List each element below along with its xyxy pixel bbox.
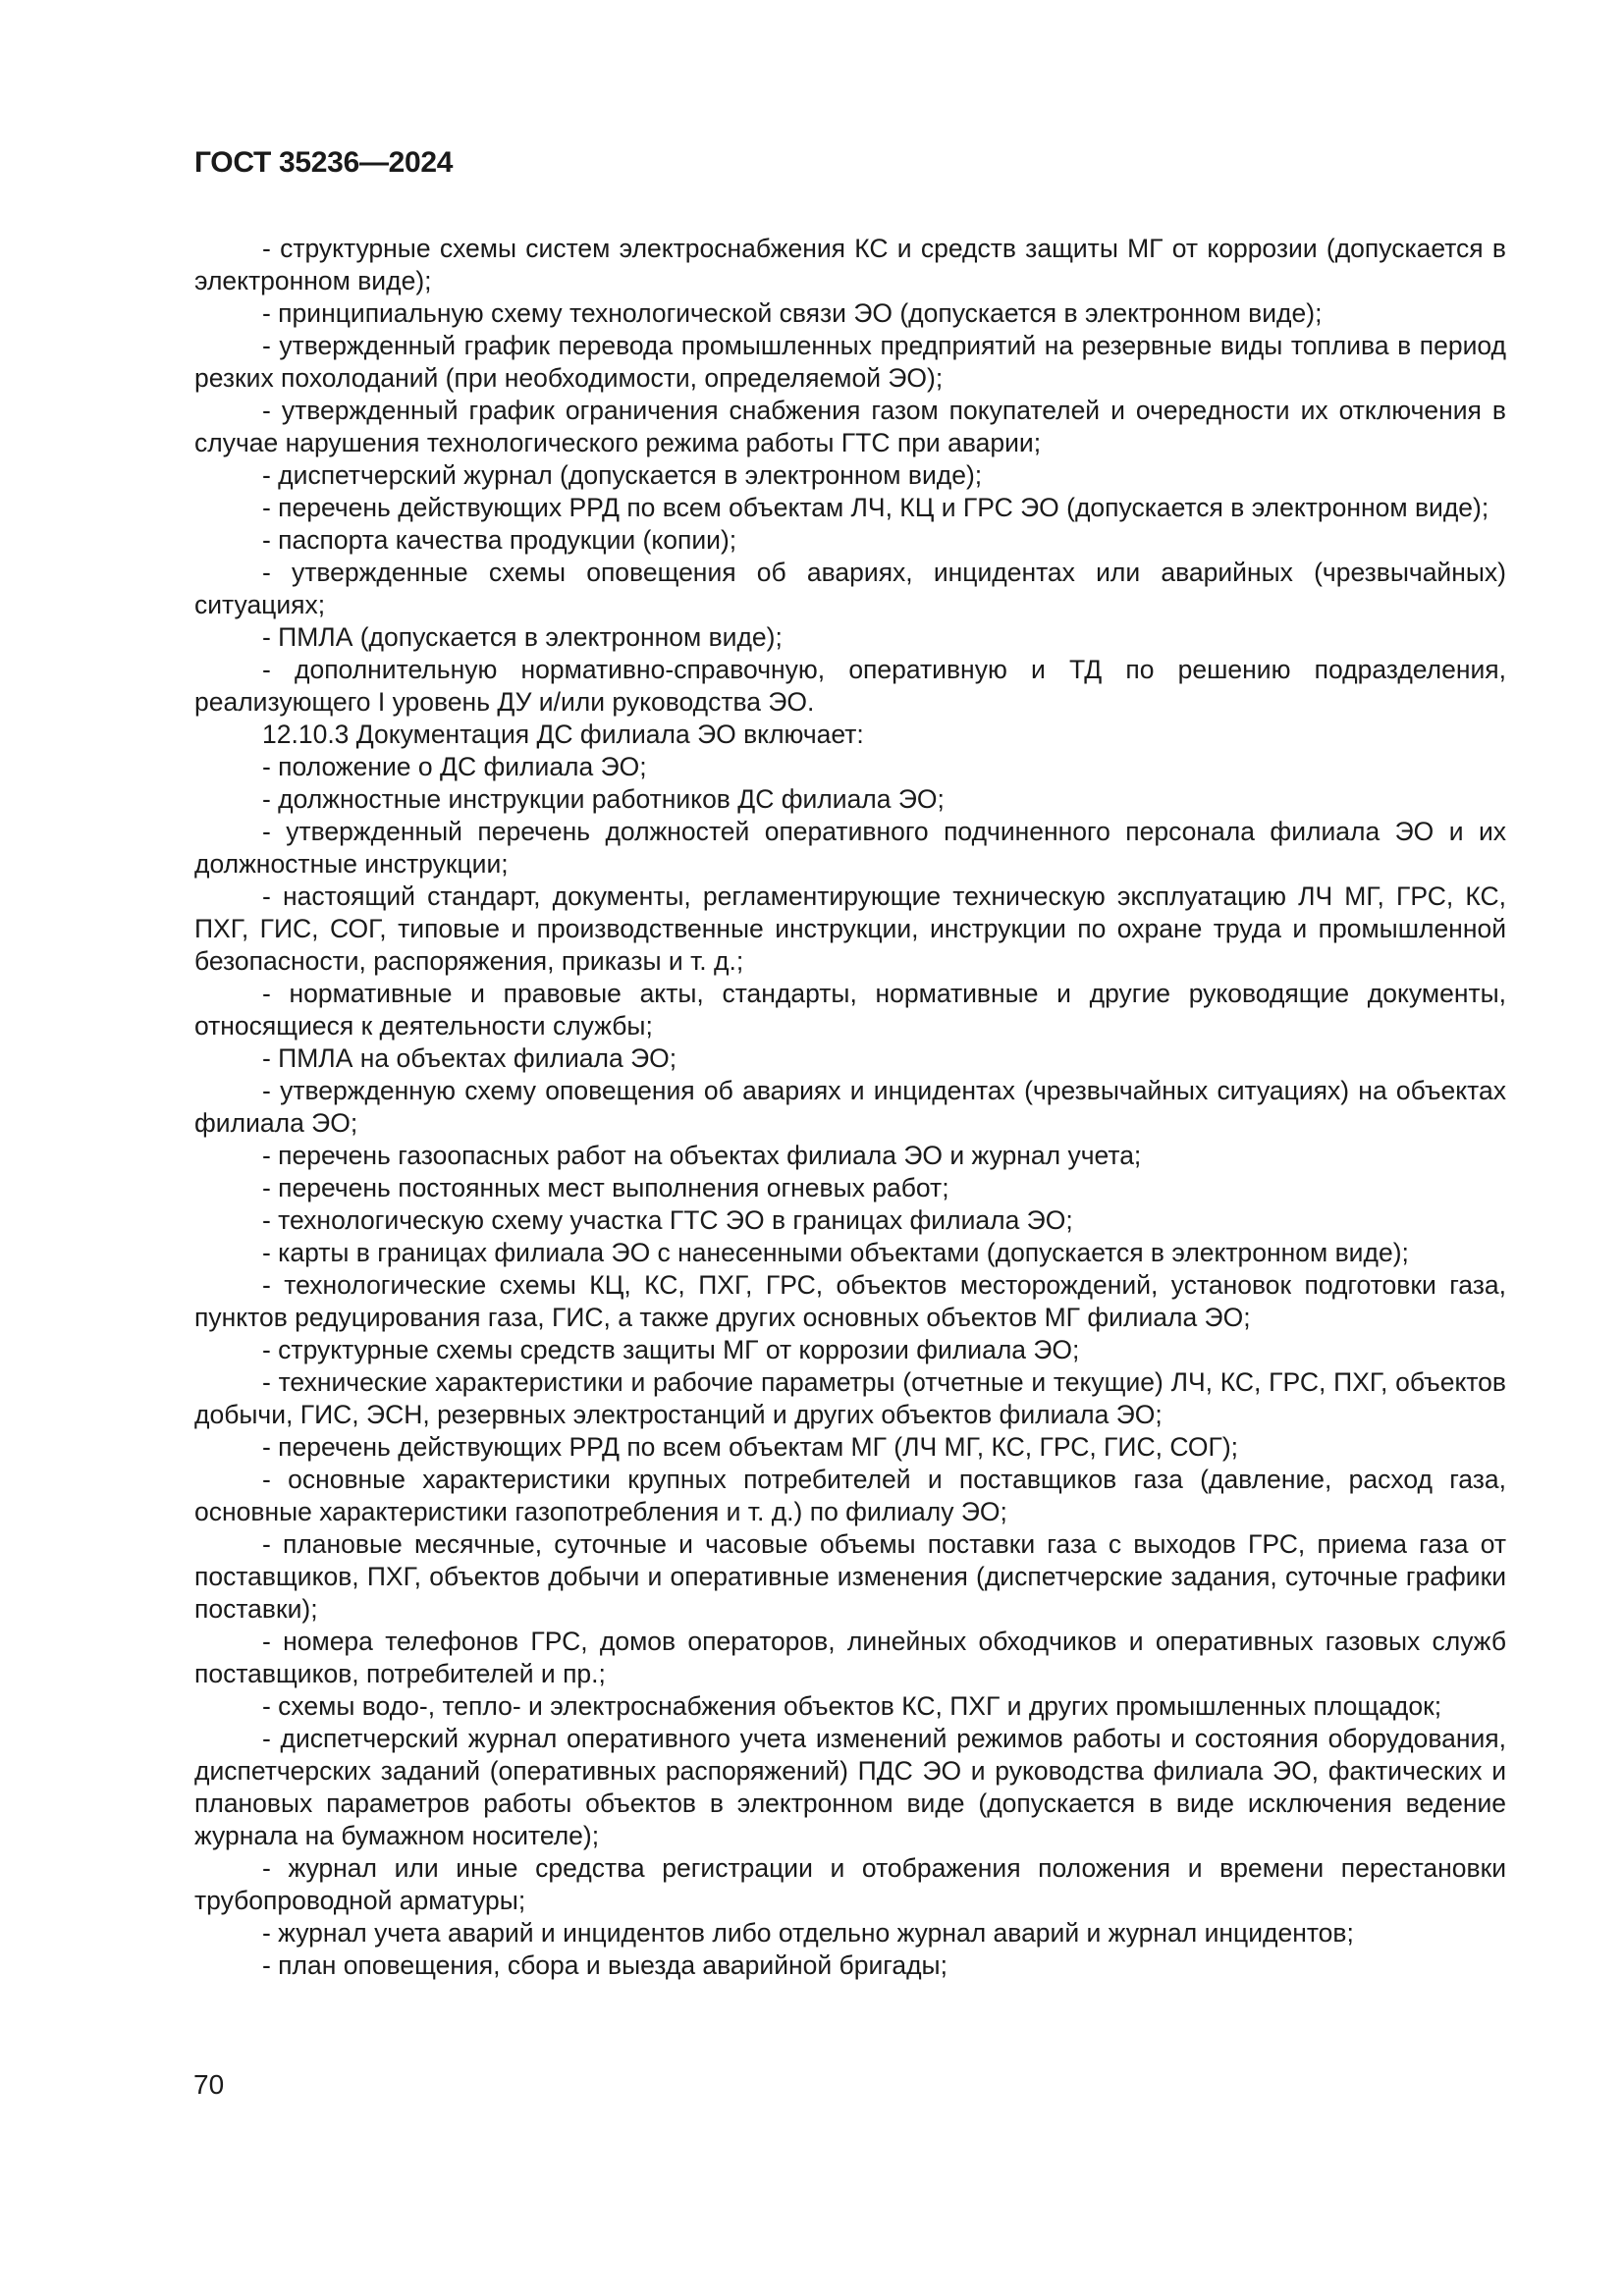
list-item: - структурные схемы средств защиты МГ от коррозии филиала ЭО; bbox=[262, 1335, 1080, 1364]
list-item: - перечень газоопасных работ на объектах филиала ЭО и журнал учета; bbox=[262, 1141, 1142, 1170]
list-item: - план оповещения, сбора и выезда аварийной бригады; bbox=[262, 1950, 947, 1980]
list-item: - паспорта качества продукции (копии); bbox=[262, 525, 737, 555]
list-item: - утвержденный график перевода промышленных предприятий на резервные виды топлива в период резких похолоданий (при необходимости, определяемой ЭО); bbox=[194, 331, 1506, 393]
list-item: - должностные инструкции работников ДС филиала ЭО; bbox=[262, 784, 945, 814]
page-number: 70 bbox=[193, 2069, 225, 2100]
list-item: - технологические схемы КЦ, КС, ПХГ, ГРС, объектов месторождений, установок подготовки газа, пунктов редуцирования газа, ГИС, а также других основных объектов МГ филиала ЭО; bbox=[194, 1270, 1506, 1332]
list-item: - перечень постоянных мест выполнения огневых работ; bbox=[262, 1173, 949, 1202]
list-item: - схемы водо-, тепло- и электроснабжения объектов КС, ПХГ и других промышленных площадок; bbox=[262, 1691, 1442, 1721]
list-item: - журнал учета аварий и инцидентов либо отдельно журнал аварий и журнал инцидентов; bbox=[262, 1918, 1354, 1948]
list-item: - положение о ДС филиала ЭО; bbox=[262, 752, 647, 781]
list-item: - дополнительную нормативно-справочную, оперативную и ТД по решению подразделения, реализующего I уровень ДУ и/или руководства ЭО. bbox=[194, 655, 1506, 717]
list-item: - принципиальную схему технологической связи ЭО (допускается в электронном виде); bbox=[262, 298, 1323, 328]
standard-designation-header: ГОСТ 35236—2024 bbox=[194, 146, 454, 179]
list-item: - ПМЛА на объектах филиала ЭО; bbox=[262, 1043, 677, 1073]
list-item: - утвержденные схемы оповещения об авариях, инцидентах или аварийных (чрезвычайных) ситуациях; bbox=[194, 558, 1506, 619]
list-item: - утвержденный перечень должностей оперативного подчиненного персонала филиала ЭО и их должностные инструкции; bbox=[194, 817, 1506, 879]
list-item: - основные характеристики крупных потребителей и поставщиков газа (давление, расход газа, основные характеристики газопотребления и т. д.) по филиалу ЭО; bbox=[194, 1465, 1506, 1526]
list-item: - утвержденный график ограничения снабжения газом покупателей и очередности их отключения в случае нарушения технологического режима работы ГТС при аварии; bbox=[194, 396, 1506, 457]
list-item: - настоящий стандарт, документы, регламентирующие техническую эксплуатацию ЛЧ МГ, ГРС, КС, ПХГ, ГИС, СОГ, типовые и производственные инструкции, инструкции по охране труда и промышленной безопасности, распоряжения, приказы и т. д.; bbox=[194, 881, 1506, 976]
list-item: - технологическую схему участка ГТС ЭО в границах филиала ЭО; bbox=[262, 1205, 1073, 1235]
clause-heading: 12.10.3 Документация ДС филиала ЭО включает: bbox=[262, 720, 864, 749]
list-item: - перечень действующих РРД по всем объектам ЛЧ, КЦ и ГРС ЭО (допускается в электронном виде); bbox=[262, 493, 1489, 522]
list-item: - диспетчерский журнал оперативного учета изменений режимов работы и состояния оборудования, диспетчерских заданий (оперативных распоряжений) ПДС ЭО и руководства филиала ЭО, фактических и плановых параметров работы объектов в электронном виде (допускается в виде исключения ведение журнала на бумажном носителе); bbox=[194, 1724, 1506, 1850]
document-body-text bbox=[194, 233, 1506, 1982]
list-item: - ПМЛА (допускается в электронном виде); bbox=[262, 622, 783, 652]
list-item: - перечень действующих РРД по всем объектам МГ (ЛЧ МГ, КС, ГРС, ГИС, СОГ); bbox=[262, 1432, 1239, 1462]
list-item: - структурные схемы систем электроснабжения КС и средств защиты МГ от коррозии (допускается в электронном виде); bbox=[194, 234, 1506, 295]
list-item: - плановые месячные, суточные и часовые объемы поставки газа с выходов ГРС, приема газа от поставщиков, ПХГ, объектов добычи и оперативные изменения (диспетчерские задания, суточные графики поставки); bbox=[194, 1529, 1506, 1624]
list-item: - технические характеристики и рабочие параметры (отчетные и текущие) ЛЧ, КС, ГРС, ПХГ, объектов добычи, ГИС, ЭСН, резервных электростанций и других объектов филиала ЭО; bbox=[194, 1367, 1506, 1429]
list-item: - карты в границах филиала ЭО с нанесенными объектами (допускается в электронном виде); bbox=[262, 1238, 1409, 1267]
list-item: - диспетчерский журнал (допускается в электронном виде); bbox=[262, 460, 983, 490]
list-item: - журнал или иные средства регистрации и отображения положения и времени перестановки трубопроводной арматуры; bbox=[194, 1853, 1506, 1915]
list-item: - номера телефонов ГРС, домов операторов, линейных обходчиков и оперативных газовых служб поставщиков, потребителей и пр.; bbox=[194, 1627, 1506, 1688]
list-item: - нормативные и правовые акты, стандарты, нормативные и другие руководящие документы, относящиеся к деятельности службы; bbox=[194, 979, 1506, 1041]
list-item: - утвержденную схему оповещения об авариях и инцидентах (чрезвычайных ситуациях) на объектах филиала ЭО; bbox=[194, 1076, 1506, 1138]
